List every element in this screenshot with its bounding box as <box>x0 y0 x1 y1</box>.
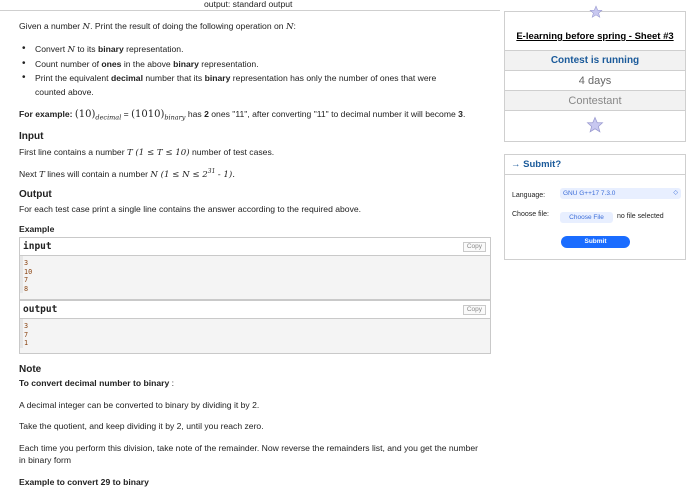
contest-title[interactable]: E-learning before spring - Sheet #3 <box>516 31 674 42</box>
note-paragraph: Take the quotient, and keep dividing it by 2, until you reach zero. <box>19 421 264 431</box>
input-line-1: First line contains a number T (1 ≤ T ≤ 10) number of test cases. <box>19 147 275 158</box>
output-label: output <box>23 304 58 315</box>
input-line-2: Next T lines will contain a number N $(1 \le N \le 2^{31} - 1)$. <box>19 168 235 180</box>
language-label: Language: <box>512 192 546 199</box>
input-sample: 3 10 7 8 <box>20 256 490 293</box>
copy-input-button[interactable]: Copy <box>463 242 486 252</box>
star-icon[interactable] <box>586 116 604 134</box>
star-icon <box>589 5 603 19</box>
note-heading: Note <box>19 364 42 375</box>
example-explanation: For example: $(10)_{decimal} = (1010)_{binary}$ has 2 ones "11", after converting "11" to decimal number it will become 3. <box>19 109 466 122</box>
output-heading: Output <box>19 189 52 200</box>
example-input-block <box>19 237 491 300</box>
choose-file-button[interactable]: Choose File <box>560 212 613 223</box>
arrow-right-icon: → <box>511 159 521 170</box>
submit-panel <box>504 154 686 260</box>
note-paragraph: A decimal integer can be converted to binary by dividing it by 2. <box>19 400 260 410</box>
output-description: For each test case print a single line contains the answer according to the required above. <box>19 204 362 214</box>
no-file-text: no file selected <box>617 213 664 220</box>
language-select[interactable]: GNU G++17 7.3.0 ◇ <box>560 188 681 199</box>
list-item: • Print the equivalent decimal number that its binary representation has only the number of ones that were counted above. <box>19 71 479 99</box>
chevron-down-icon: ◇ <box>673 190 678 196</box>
favorite-star[interactable] <box>505 110 685 139</box>
output-sample: 3 7 1 <box>20 319 490 348</box>
submit-button[interactable]: Submit <box>561 236 630 248</box>
participant-role: Contestant <box>505 90 685 110</box>
input-label: input <box>23 241 52 252</box>
input-heading: Input <box>19 131 44 142</box>
submit-header: → Submit? <box>505 155 685 175</box>
statement-intro: Given a number N. Print the result of doing the following operation on N: <box>19 21 296 32</box>
list-item: • Count number of ones in the above binary representation. <box>19 57 479 71</box>
top-bar <box>0 0 500 11</box>
operation-list <box>19 42 479 99</box>
list-item: • Convert N to its binary representation. <box>19 42 479 57</box>
contest-status: Contest is running <box>505 50 685 70</box>
time-remaining: 4 days <box>505 70 685 90</box>
example-heading: Example <box>19 224 55 234</box>
contest-info-panel <box>504 11 686 142</box>
note-example-title: Example to convert 29 to binary <box>19 477 149 487</box>
example-output-block <box>19 300 491 354</box>
note-subtitle: To convert decimal number to binary : <box>19 378 175 388</box>
output-type-label: output: standard output <box>204 0 293 9</box>
copy-output-button[interactable]: Copy <box>463 305 486 315</box>
choose-file-label: Choose file: <box>512 211 549 218</box>
note-paragraph: Each time you perform this division, take note of the remainder. Now reverse the remainders list, and you get the number in binary form <box>19 443 479 465</box>
